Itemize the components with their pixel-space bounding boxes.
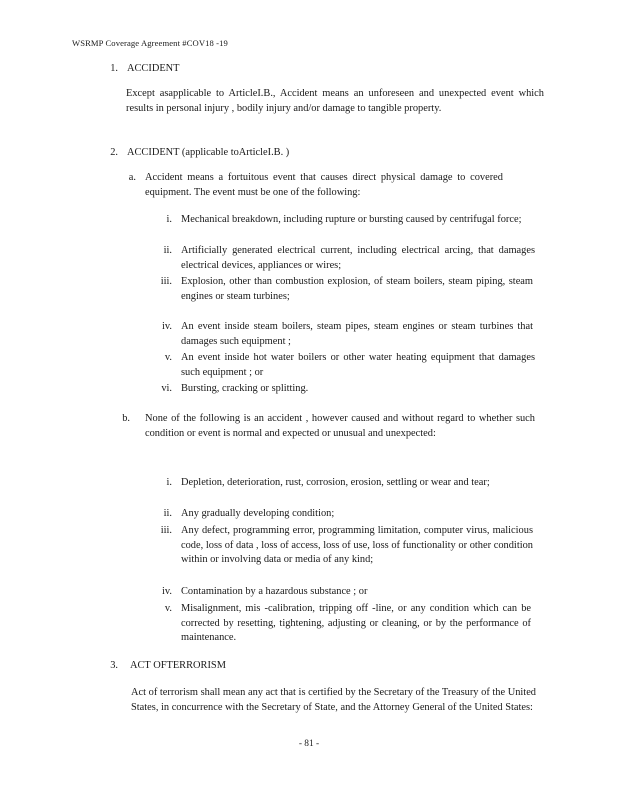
- b-item-ii-text: Any gradually developing condition;: [181, 508, 335, 519]
- a-item-iv-text: An event inside steam boilers, steam pipes, steam engines or steam turbines that damages such equipment ;: [181, 321, 533, 347]
- b-item-iv-marker: iv.: [161, 586, 172, 597]
- section-1-title: ACCIDENT: [127, 63, 180, 74]
- a-item-iv-marker: iv.: [161, 321, 172, 332]
- section-3-number: 3.: [110, 660, 118, 671]
- b-item-iv-text: Contamination by a hazardous substance ; or: [181, 586, 368, 597]
- item-a-marker: a.: [128, 172, 136, 183]
- a-item-vi-marker: vi.: [161, 383, 172, 394]
- b-item-v-marker: v.: [164, 603, 172, 614]
- section-3-title: ACT OFTERRORISM: [130, 660, 226, 671]
- a-item-ii-text: Artificially generated electrical current, including electrical arcing, that damages electrical devices, appliances or wires;: [181, 245, 535, 271]
- a-item-v-marker: v.: [164, 352, 172, 363]
- a-item-i-text: Mechanical breakdown, including rupture or bursting caused by centrifugal force;: [181, 214, 522, 225]
- a-item-iii-text: Explosion, other than combustion explosion, of steam boilers, steam piping, steam engines or steam turbines;: [181, 276, 533, 302]
- a-item-v-text: An event inside hot water boilers or other water heating equipment that damages such equipment ; or: [181, 352, 535, 378]
- page-header: WSRMP Coverage Agreement #COV18 -19: [72, 38, 228, 48]
- item-b-marker: b.: [122, 413, 130, 424]
- b-item-ii-marker: ii.: [163, 508, 172, 519]
- b-item-i-text: Depletion, deterioration, rust, corrosion, erosion, settling or wear and tear;: [181, 477, 490, 488]
- b-item-iii-marker: iii.: [160, 525, 172, 536]
- section-3-body: Act of terrorism shall mean any act that is certified by the Secretary of the Treasury of the United States, in concurrence with the Secretary of State, and the Attorney General of the United States:: [131, 687, 536, 713]
- a-item-i-marker: i.: [166, 214, 172, 225]
- b-item-iii-text: Any defect, programming error, programming limitation, computer virus, malicious code, loss of data , loss of access, loss of use, loss of functionality or other condition within or involving data or media of any kind;: [181, 525, 533, 565]
- a-item-vi-text: Bursting, cracking or splitting.: [181, 383, 309, 394]
- a-item-iii-marker: iii.: [160, 276, 172, 287]
- item-b-text: None of the following is an accident , however caused and without regard to whether such condition or event is normal and expected or unusual and unexpected:: [145, 413, 535, 439]
- b-item-v-text: Misalignment, mis -calibration, tripping off -line, or any condition which can be corrected by resetting, tightening, adjusting or cleaning, or by the performance of maintenance.: [181, 603, 531, 643]
- b-item-i-marker: i.: [166, 477, 172, 488]
- a-item-ii-marker: ii.: [163, 245, 172, 256]
- item-a-text: Accident means a fortuitous event that causes direct physical damage to covered equipment. The event must be one of the following:: [145, 172, 503, 198]
- section-2-title: ACCIDENT (applicable toArticleI.B. ): [127, 147, 290, 158]
- page-number: - 81 -: [298, 739, 320, 749]
- section-2-number: 2.: [110, 147, 118, 158]
- section-1-number: 1.: [110, 63, 118, 74]
- section-1-body: Except asapplicable to ArticleI.B., Accident means an unforeseen and unexpected event which results in personal injury , bodily injury and/or damage to tangible property.: [126, 88, 544, 114]
